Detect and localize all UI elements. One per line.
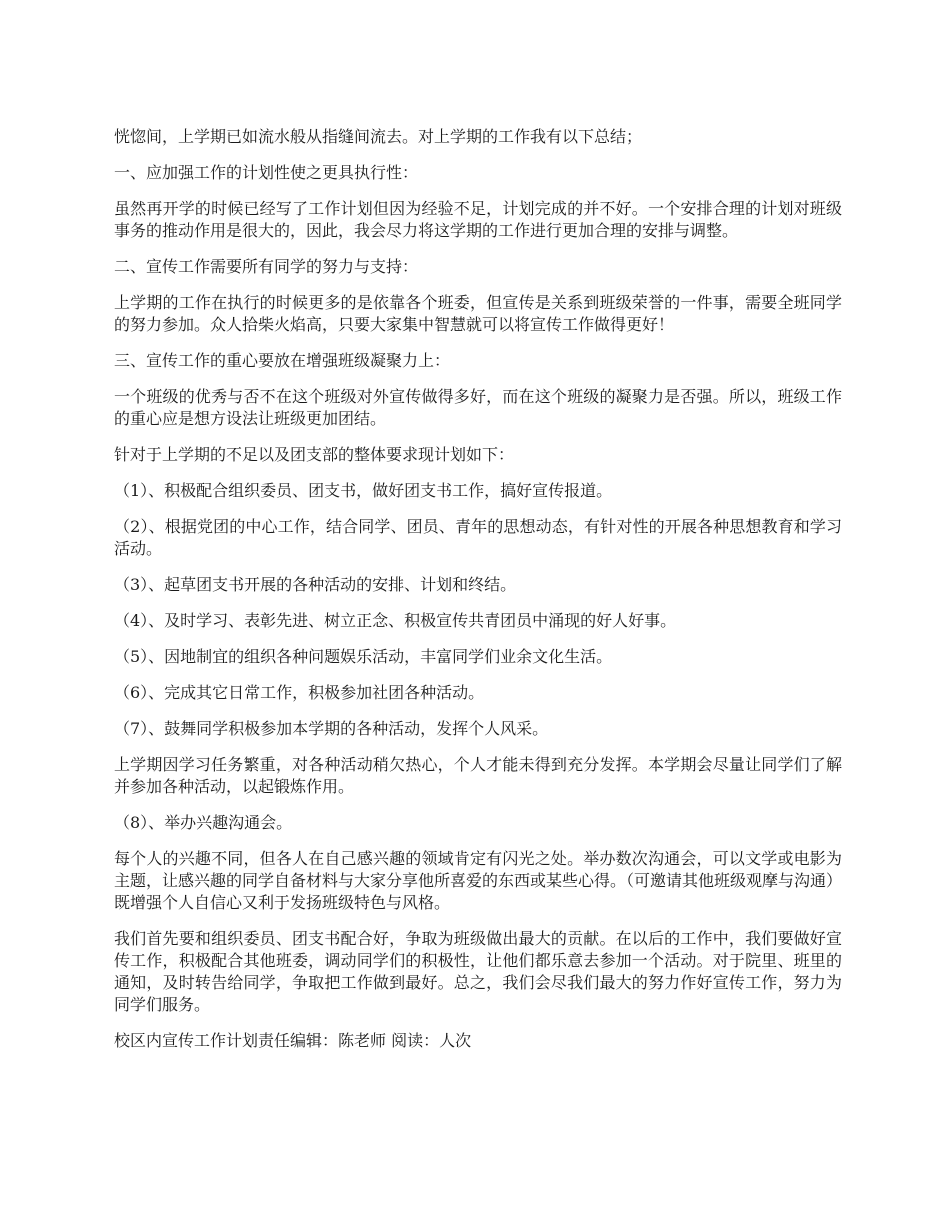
reflection-paragraph: 上学期因学习任务繁重，对各种活动稍欠热心，个人才能未得到充分发挥。本学期会尽量让同学们了解并参加各种活动，以起锻炼作用。 <box>114 755 842 796</box>
section-heading-3: 三、宣传工作的重心要放在增强班级凝聚力上： <box>114 351 451 370</box>
section-heading-2: 二、宣传工作需要所有同学的努力与支持： <box>114 257 419 276</box>
section-body-2: 上学期的工作在执行的时候更多的是依靠各个班委，但宣传是关系到班级荣誉的一件事，需要全班同学的努力参加。众人拾柴火焰高，只要大家集中智慧就可以将宣传工作做得更好！ <box>114 293 842 334</box>
plan-item-4: （4）、及时学习、表彰先进、树立正念、积极宣传共青团员中涌现的好人好事。 <box>114 611 677 630</box>
interest-meeting-paragraph: 每个人的兴趣不同，但各人在自己感兴趣的领域肯定有闪光之处。举办数次沟通会，可以文学或电影为主题，让感兴趣的同学自备材料与大家分享他所喜爱的东西或某些心得。（可邀请其他班级观摩与沟通）既增强个人自信心又利于发扬班级特色与风格。 <box>114 849 843 912</box>
plan-item-2: （2）、根据党团的中心工作，结合同学、团员、青年的思想动态，有针对性的开展各种思想教育和学习活动。 <box>114 517 842 558</box>
closing-paragraph: 我们首先要和组织委员、团支书配合好，争取为班级做出最大的贡献。在以后的工作中，我们要做好宣传工作，积极配合其他班委，调动同学们的积极性，让他们都乐意去参加一个活动。对于院里、班里的通知，及时转告给同学，争取把工作做到最好。总之，我们会尽我们最大的努力作好宣传工作，努力为同学们服务。 <box>114 929 842 1014</box>
plan-item-5: （5）、因地制宜的组织各种问题娱乐活动，丰富同学们业余文化生活。 <box>114 647 613 666</box>
section-body-3: 一个班级的优秀与否不在这个班级对外宣传做得多好，而在这个班级的凝聚力是否强。所以，班级工作的重心应是想方设法让班级更加团结。 <box>114 387 842 428</box>
plan-item-7: （7）、鼓舞同学积极参加本学期的各种活动，发挥个人风采。 <box>114 719 549 738</box>
intro-paragraph: 恍惚间，上学期已如流水般从指缝间流去。对上学期的工作我有以下总结； <box>114 127 643 146</box>
plan-item-6: （6）、完成其它日常工作，积极参加社团各种活动。 <box>114 683 485 702</box>
plan-item-8: （8）、举办兴趣沟通会。 <box>114 813 293 832</box>
document-body <box>114 126 842 1066</box>
editor-footer: 校区内宣传工作计划责任编辑：陈老师 阅读：人次 <box>114 1031 472 1050</box>
section-body-1: 虽然再开学的时候已经写了工作计划但因为经验不足，计划完成的并不好。一个安排合理的计划对班级事务的推动作用是很大的，因此，我会尽力将这学期的工作进行更加合理的安排与调整。 <box>114 199 842 240</box>
plan-item-1: （1）、积极配合组织委员、团支书，做好团支书工作，搞好宣传报道。 <box>114 481 613 500</box>
section-heading-1: 一、应加强工作的计划性使之更具执行性： <box>114 163 419 182</box>
plan-intro: 针对于上学期的不足以及团支部的整体要求现计划如下： <box>114 445 515 464</box>
plan-item-3: （3）、起草团支书开展的各种活动的安排、计划和终结。 <box>114 575 517 594</box>
